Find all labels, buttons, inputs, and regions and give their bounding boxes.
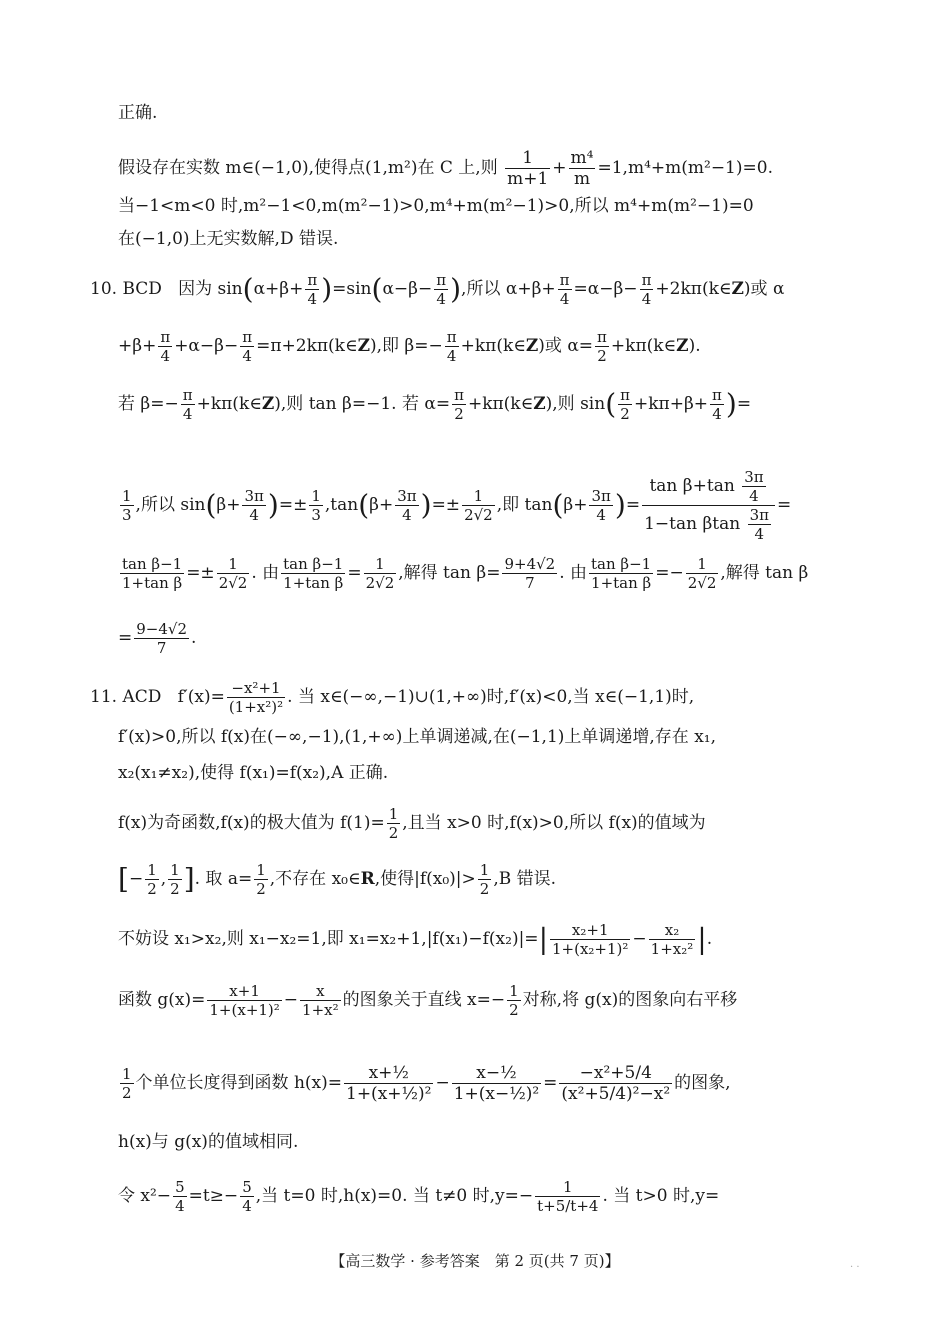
text-line: 当−1<m<0 时,m²−1<0,m(m²−1)>0,m⁴+m(m²−1)>0,所以 m⁴+m(m²−1)=0 xyxy=(118,196,754,216)
question-number: 10. BCD xyxy=(90,279,162,299)
text-line: f(x)为奇函数,f(x)的极大值为 f(1)= $\frac{1}{2}$ ,且当 x>0 时,f(x)>0,所以 f(x)的值域为 xyxy=(118,805,706,842)
text-line: h(x)与 g(x)的值域相同. xyxy=(118,1132,299,1152)
text-line: 正确. xyxy=(118,103,158,123)
text-line: $\frac{1}{3}$ ,所以 sin(β+ $\frac{3\pi}{4}$ )=± $\frac{1}{3}$ ,tan(β+ $\frac{3\pi}{4}$ )=± $\frac{1}{2√2}$ ,即 tan(β+ $\frac{3\pi}{4}$ )= tan β+tan $\frac{3\pi}{4}$ 1−tan βtan $\frac{3\pi}{4}$ = xyxy=(122,468,792,543)
text-line: x₂(x₁≠x₂),使得 f(x₁)=f(x₂),A 正确. xyxy=(118,763,389,783)
page-footer: 【高三数学 · 参考答案 第 2 页(共 7 页)】 xyxy=(330,1252,620,1270)
text-line: = $\frac{9-4√2}{7}$ . xyxy=(118,620,197,657)
text-line: 若 β=− $\frac{\pi}{4}$ +kπ(k∈Z),则 tan β=−1. 若 α= $\frac{\pi}{2}$ +kπ(k∈Z),则 sin( $\frac{\pi}{2}$ +kπ+β+ $\frac{\pi}{4}$ )= xyxy=(118,386,752,423)
text-line: [− $\frac{1}{2}$ , $\frac{1}{2}$ ]. 取 a= $\frac{1}{2}$ ,不存在 x₀∈R,使得|f(x₀)|> $\frac{1}{2}$ ,B 错误. xyxy=(118,861,557,898)
text-line: $\frac{1}{2}$ 个单位长度得到函数 h(x)= $\frac{\text{x+½}}{\text{1+(x+½)²}}$ − $\frac{\text{x−½}}{\text{1+(x−½)²}}$ = $\frac{\text{−x²+5/4}}{\text{(x²+5/4)²−x²}}$ 的图象, xyxy=(122,1063,731,1104)
text-line: 10. BCD 因为 sin(α+β+ $\frac{\pi}{4}$ )=sin(α−β− $\frac{\pi}{4}$ ),所以 α+β+ $\frac{\pi}{4}$ =α−β− $\frac{\pi}{4}$ +2kπ(k∈Z)或 α xyxy=(90,271,785,308)
text-line: 在(−1,0)上无实数解,D 错误. xyxy=(118,229,339,249)
text-line: 函数 g(x)= $\frac{x+1}{\text{1+(x+1)²}}$ − $\frac{x}{\text{1+x²}}$ 的图象关于直线 x=− $\frac{1}{2}$ 对称,将 g(x)的图象向右平移 xyxy=(118,982,738,1019)
text-line: 11. ACD f′(x)= $\frac{\text{−x²+1}}{\text{(1+x²)²}}$ . 当 x∈(−∞,−1)∪(1,+∞)时,f′(x)<0,当 x∈(−1,1)时, xyxy=(90,679,695,716)
fraction: $\frac{1}{m+1}$ xyxy=(507,148,549,189)
fraction: tan β+tan $\frac{3\pi}{4}$ 1−tan βtan $\frac{3\pi}{4}$ xyxy=(642,468,775,543)
text-line: 令 x²− $\frac{5}{4}$ =t≥− $\frac{5}{4}$ ,当 t=0 时,h(x)=0. 当 t≠0 时,y=− $\frac{1}{t+5/t+4}$ . 当 t>0 时,y= xyxy=(118,1178,720,1215)
fraction: $\frac{\text{m⁴}}{m}$ xyxy=(570,148,594,189)
text-line: $\frac{\text{tan β−1}}{\text{1+tan β}}$ =± $\frac{1}{2√2}$ . 由 $\frac{\text{tan β−1}}{\text{1+tan β}}$ = $\frac{1}{2√2}$ ,解得 tan β= $\frac{9+4√2}{7}$ . 由 $\frac{\text{tan β−1}}{\text{1+tan β}}$ =− $\frac{1}{2√2}$ ,解得 tan β xyxy=(122,555,809,592)
text-line: 不妨设 x₁>x₂,则 x₁−x₂=1,即 x₁=x₂+1,|f(x₁)−f(x₂)|=| $\frac{\text{x₂+1}}{\text{1+(x₂+1)²}}$ − $\frac{\text{x₂}}{\text{1+x₂²}}$ |. xyxy=(118,921,713,958)
text-line: 假设存在实数 m∈(−1,0),使得点(1,m²)在 C 上,则 $\frac{1}{m+1}$ + $\frac{\text{m⁴}}{m}$ =1,m⁴+m(m²−1)=0. xyxy=(118,148,773,189)
scan-dots: · · xyxy=(850,1262,860,1273)
text-line: f′(x)>0,所以 f(x)在(−∞,−1),(1,+∞)上单调递减,在(−1,1)上单调递增,存在 x₁, xyxy=(118,727,717,747)
text-line: +β+ $\frac{\pi}{4}$ +α−β− $\frac{\pi}{4}$ =π+2kπ(k∈Z),即 β=− $\frac{\pi}{4}$ +kπ(k∈Z)或 α= $\frac{\pi}{2}$ +kπ(k∈Z). xyxy=(118,328,701,365)
question-number: 11. ACD xyxy=(90,687,162,707)
